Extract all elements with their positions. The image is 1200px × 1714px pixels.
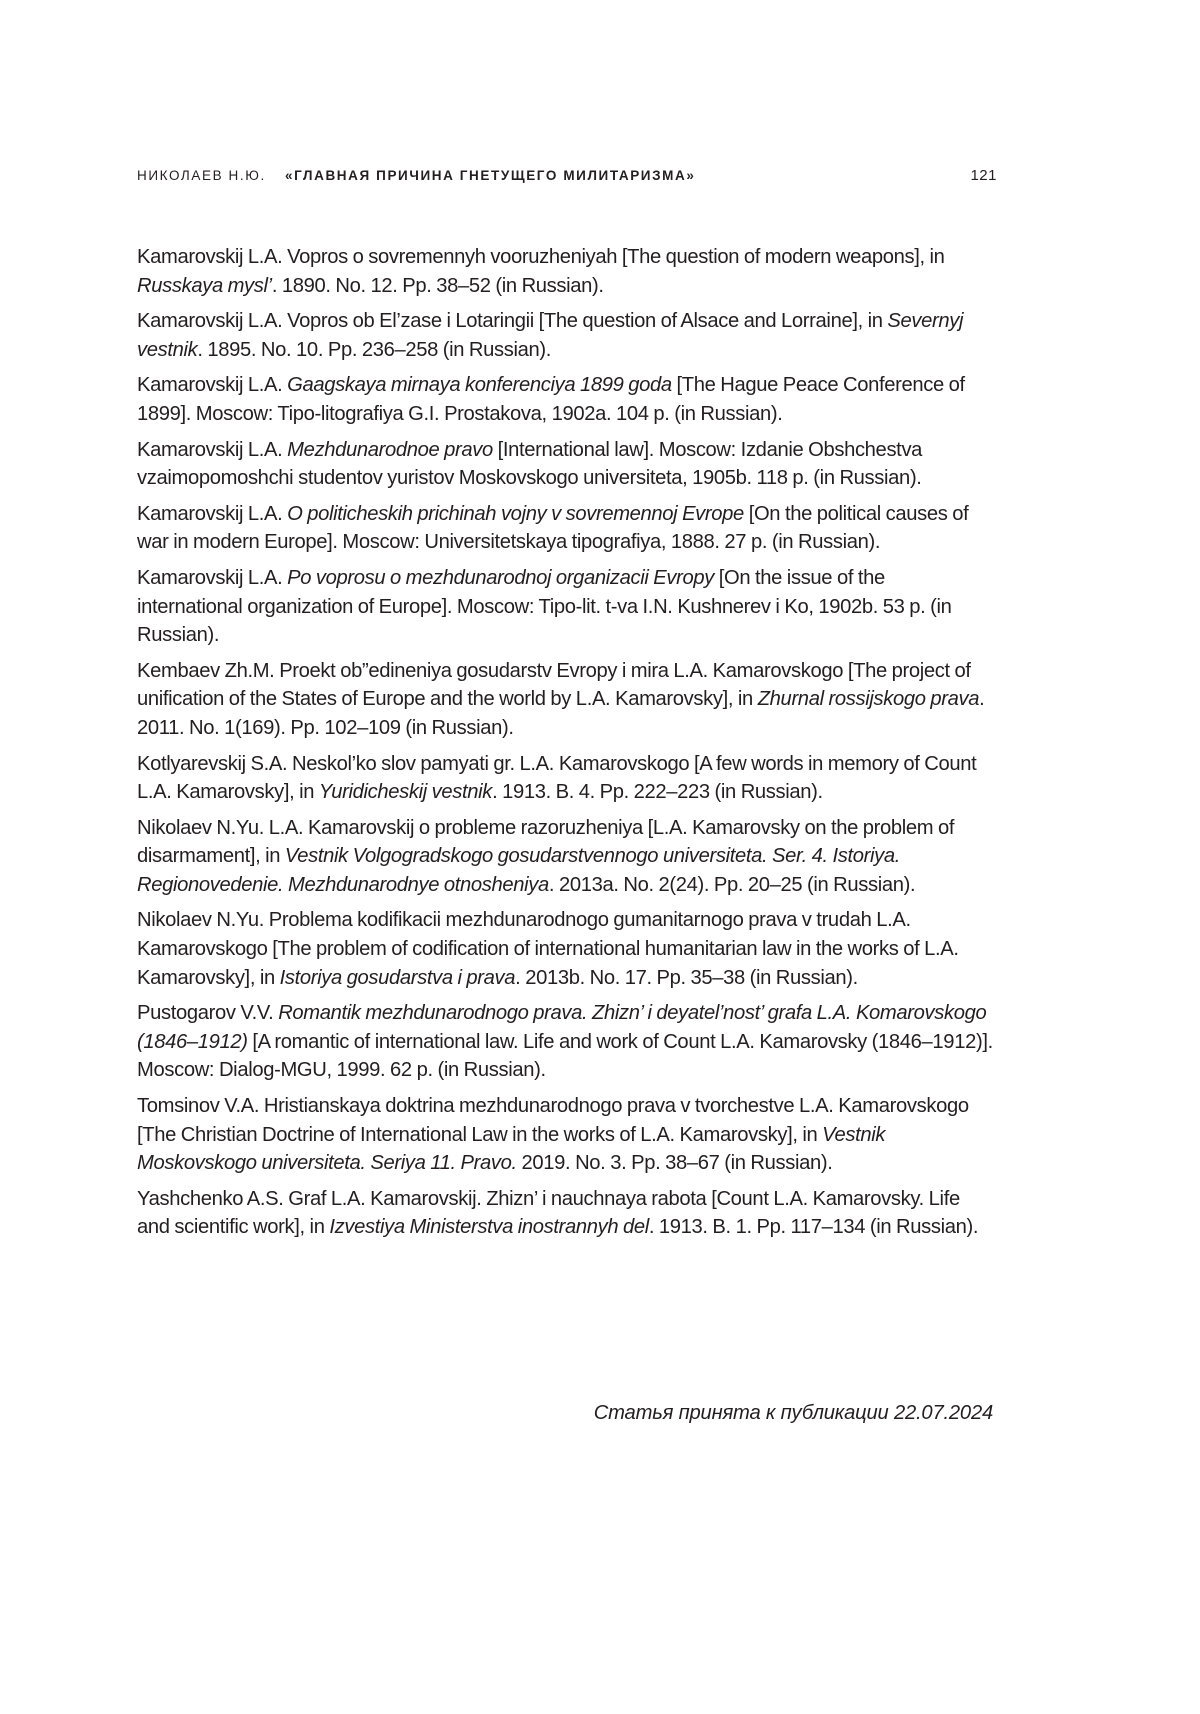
ref-italic: Zhurnal rossijskogo prava bbox=[758, 688, 979, 710]
reference-item bbox=[137, 307, 993, 364]
ref-text: Nikolaev N.Yu. L.A. Kamarovskij o probleme razoruzheniya [L.A. Kamarovsky on the problem of disarmament], in bbox=[137, 817, 954, 868]
ref-text: Kamarovskij L.A. bbox=[137, 439, 287, 461]
reference-item bbox=[137, 243, 993, 300]
ref-text: Tomsinov V.A. Hristianskaya doktrina mezhdunarodnogo prava v tvorchestve L.A. Kamarovskogo [The Christian Doctrine of International Law in the works of L.A. Kamarovsky], in bbox=[137, 1095, 969, 1146]
reference-list bbox=[137, 243, 993, 1249]
header-author: НИКОЛАЕВ Н.Ю. bbox=[137, 166, 266, 186]
ref-italic: Russkaya mysl’ bbox=[137, 275, 272, 297]
ref-text: [On the issue of the international organization of Europe]. Moscow: Tipo-lit. t-va I.N. Kushnerev i Ko, 1902b. 53 p. (in Russian). bbox=[137, 567, 952, 646]
ref-text: [A romantic of international law. Life and work of Count L.A. Kamarovsky (1846–1912)]. Moscow: Dialog-MGU, 1999. 62 p. (in Russian). bbox=[137, 1031, 993, 1082]
ref-text: Kotlyarevskij S.A. Neskol’ko slov pamyati gr. L.A. Kamarovskogo [A few words in memory of Count L.A. Kamarovsky], in bbox=[137, 753, 976, 804]
ref-italic: Istoriya gosudarstva i prava bbox=[280, 967, 516, 989]
reference-item bbox=[137, 814, 993, 900]
ref-text: . 1913. B. 1. Pp. 117–134 (in Russian). bbox=[649, 1216, 978, 1238]
header-title: «ГЛАВНАЯ ПРИЧИНА ГНЕТУЩЕГО МИЛИТАРИЗМА» bbox=[285, 166, 695, 186]
ref-text: . 2013a. No. 2(24). Pp. 20–25 (in Russian). bbox=[549, 874, 915, 896]
ref-italic: Gaagskaya mirnaya konferenciya 1899 goda bbox=[287, 374, 672, 396]
ref-italic: Izvestiya Ministerstva inostrannyh del bbox=[329, 1216, 649, 1238]
ref-text: . 1895. No. 10. Pp. 236–258 (in Russian). bbox=[197, 339, 551, 361]
ref-italic: Severnyj vestnik bbox=[137, 310, 963, 361]
ref-text: [On the political causes of war in modern Europe]. Moscow: Universitetskaya tipografiya, 1888. 27 p. (in Russian). bbox=[137, 503, 968, 554]
ref-text: . 2013b. No. 17. Pp. 35–38 (in Russian). bbox=[515, 967, 858, 989]
reference-item bbox=[137, 999, 993, 1085]
reference-item bbox=[137, 500, 993, 557]
ref-text: Kamarovskij L.A. bbox=[137, 503, 287, 525]
ref-italic: Vestnik Volgogradskogo gosudarstvennogo universiteta. Ser. 4. Istoriya. Regionovedenie. Mezhdunarodnye otnosheniya bbox=[137, 845, 900, 896]
ref-text: Kamarovskij L.A. Vopros ob El’zase i Lotaringii [The question of Alsace and Lorraine], in bbox=[137, 310, 887, 332]
reference-item bbox=[137, 371, 993, 428]
running-header bbox=[137, 166, 997, 186]
reference-item bbox=[137, 657, 993, 743]
ref-text: Kamarovskij L.A. bbox=[137, 567, 287, 589]
ref-text: Kamarovskij L.A. Vopros o sovremennyh vooruzheniyah [The question of modern weapons], in bbox=[137, 246, 945, 268]
ref-text: Nikolaev N.Yu. Problema kodifikacii mezhdunarodnogo gumanitarnogo prava v trudah L.A. Kamarovskogo [The problem of codification of international humanitarian law in the works of L.A. Kamarovsky], in bbox=[137, 909, 959, 988]
ref-text: [The Hague Peace Conference of 1899]. Moscow: Tipo-litografiya G.I. Prostakova, 1902a. 104 p. (in Russian). bbox=[137, 374, 965, 425]
page bbox=[0, 0, 1200, 1714]
ref-text: Kamarovskij L.A. bbox=[137, 374, 287, 396]
ref-text: Kembaev Zh.M. Proekt ob”edineniya gosudarstv Evropy i mira L.A. Kamarovskogo [The project of unification of the States of Europe and the world by L.A. Kamarovsky], in bbox=[137, 660, 971, 711]
ref-text: . 2011. No. 1(169). Pp. 102–109 (in Russian). bbox=[137, 688, 984, 739]
reference-item bbox=[137, 906, 993, 992]
ref-text: [International law]. Moscow: Izdanie Obshchestva vzaimopomoshchi studentov yuristov Moskovskogo universiteta, 1905b. 118 p. (in Russian). bbox=[137, 439, 922, 490]
page-number: 121 bbox=[970, 166, 997, 186]
reference-item bbox=[137, 1092, 993, 1178]
ref-text: Yashchenko A.S. Graf L.A. Kamarovskij. Zhizn’ i nauchnaya rabota [Count L.A. Kamarovsky. Life and scientific work], in bbox=[137, 1188, 960, 1239]
ref-italic: Romantik mezhdunarodnogo prava. Zhizn’ i deyatel’nost’ grafa L.A. Komarovskogo (1846–1912) bbox=[137, 1002, 986, 1053]
ref-italic: O politicheskih prichinah vojny v sovremennoj Evrope bbox=[287, 503, 744, 525]
ref-text: . 1913. B. 4. Pp. 222–223 (in Russian). bbox=[492, 781, 823, 803]
acceptance-note: Статья принята к публикации 22.07.2024 bbox=[594, 1399, 993, 1427]
ref-italic: Mezhdunarodnoe pravo bbox=[287, 439, 493, 461]
ref-text: 2019. No. 3. Pp. 38–67 (in Russian). bbox=[517, 1152, 833, 1174]
ref-italic: Vestnik Moskovskogo universiteta. Seriya 11. Pravo. bbox=[137, 1124, 885, 1175]
ref-italic: Po voprosu o mezhdunarodnoj organizacii Evropy bbox=[287, 567, 714, 589]
reference-item bbox=[137, 436, 993, 493]
reference-item bbox=[137, 750, 993, 807]
ref-italic: Yuridicheskij vestnik bbox=[319, 781, 492, 803]
reference-item bbox=[137, 564, 993, 650]
ref-text: Pustogarov V.V. bbox=[137, 1002, 278, 1024]
reference-item bbox=[137, 1185, 993, 1242]
ref-text: . 1890. No. 12. Pp. 38–52 (in Russian). bbox=[272, 275, 604, 297]
